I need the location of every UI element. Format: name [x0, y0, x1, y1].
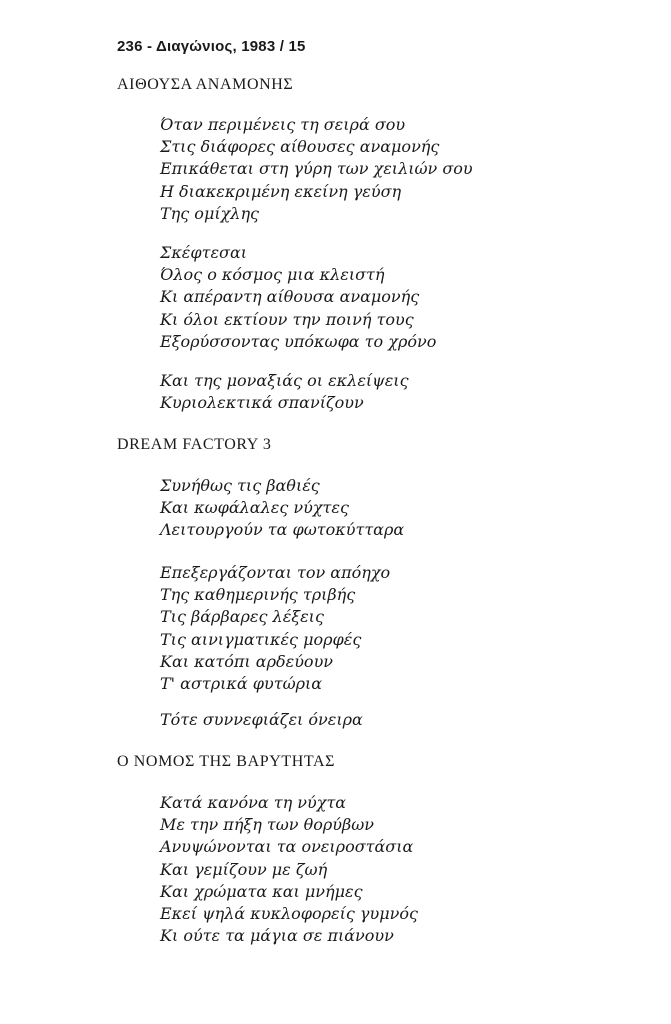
poem-title-o-nomos-tis-varytitas: Ο ΝΟΜΟΣ ΤΗΣ ΒΑΡΥΤΗΤΑΣ [117, 753, 336, 770]
poem-line: Τ' αστρικά φυτώρια [160, 674, 323, 694]
poem-line: Και της μοναξιάς οι εκλείψεις [160, 371, 409, 390]
poem-line: Κατά κανόνα τη νύχτα [160, 793, 347, 812]
poem-line: Και κωφάλαλες νύχτες [160, 498, 349, 518]
poem-line: Όλος ο κόσμος μια κλειστή [160, 265, 385, 285]
poem-line: Στις διάφορες αίθουσες αναμονής [160, 137, 440, 157]
poem-line: Λειτουργούν τα φωτοκύτταρα [160, 520, 405, 540]
stanza [160, 562, 390, 695]
poem-line: Συνήθως τις βαθιές [160, 476, 320, 495]
poem-line: Και χρώματα και μνήμες [160, 881, 363, 901]
stanza [160, 114, 473, 225]
poem-line: Τότε συννεφιάζει όνειρα [160, 710, 363, 729]
poem-line: Κυριολεκτικά σπανίζουν [160, 393, 364, 413]
poem-line: Και γεμίζουν με ζωή [160, 859, 328, 879]
poem-line: Κι όλοι εκτίουν την ποινή τους [160, 309, 414, 329]
poem-line: Η διακεκριμένη εκείνη γεύση [160, 181, 402, 201]
poem-line: Τις αινιγματικές μορφές [160, 629, 362, 649]
poem-line: Ανυψώνονται τα ονειροστάσια [160, 837, 414, 857]
poem-line: Εκεί ψηλά κυκλοφορείς γυμνός [160, 904, 418, 924]
poem-line: Επεξεργάζονται τον απόηχο [160, 563, 391, 582]
poem-line: Κι απέραντη αίθουσα αναμονής [160, 287, 420, 307]
poem-line: Εξορύσσοντας υπόκωφα το χρόνο [160, 331, 437, 351]
poem-line: Της ομίχλης [160, 203, 259, 223]
stanza [160, 792, 418, 947]
poem-line: Τις βάρβαρες λέξεις [160, 607, 324, 627]
poem-line: Και κατόπι αρδεύουν [160, 651, 334, 671]
poem-line: Όταν περιμένεις τη σειρά σου [160, 115, 406, 134]
poem-line: Της καθημερινής τριβής [160, 585, 356, 605]
stanza [160, 475, 404, 542]
poem-title-aithousa-anamonis: ΑΙΘΟΥΣΑ ΑΝΑΜΟΝΗΣ [117, 76, 294, 93]
poem-title-dream-factory-3: DREAM FACTORY 3 [117, 436, 272, 453]
poem-line: Επικάθεται στη γύρη των χειλιών σου [160, 159, 473, 179]
running-head: 236 - Διαγώνιος, 1983 / 15 [117, 38, 306, 55]
poem-line: Με την πήξη των θορύβων [160, 815, 375, 835]
stanza [160, 709, 363, 731]
stanza [160, 242, 436, 353]
stanza [160, 370, 409, 414]
poem-line: Κι ούτε τα μάγια σε πιάνουν [160, 926, 394, 946]
poem-line: Σκέφτεσαι [160, 243, 248, 262]
